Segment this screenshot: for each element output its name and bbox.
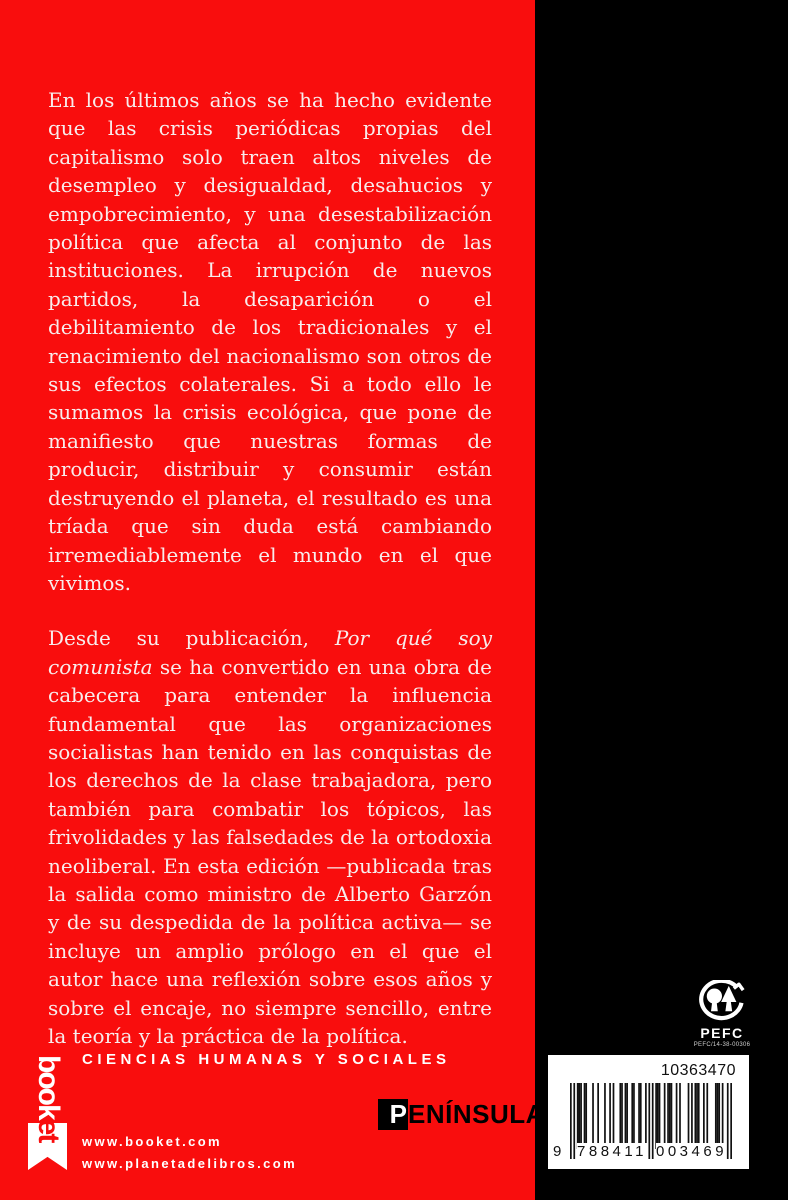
pefc-certificate-code: PEFC/14-38-00306 [693, 1042, 751, 1048]
url-planetadelibros: www.planetadelibros.com [82, 1156, 298, 1171]
ean-group-2: 003469 [656, 1143, 728, 1160]
pefc-label: PEFC [700, 1025, 744, 1041]
blurb-paragraph-2 [48, 624, 492, 1050]
barcode-product-code: 10363470 [660, 1062, 736, 1079]
blurb-paragraph-2-lead: Desde su publicación, [48, 626, 335, 651]
pefc-logo [690, 980, 754, 1048]
pefc-trees-icon [696, 980, 748, 1024]
blurb [48, 86, 492, 1050]
booket-logo [0, 1050, 84, 1180]
peninsula-publisher-logo [378, 1099, 545, 1130]
book-title-italic: Por qué soy comunista [48, 626, 492, 679]
footer-urls [82, 1131, 297, 1175]
booket-wordmark-white: book [32, 1055, 65, 1119]
peninsula-p-mark: P [378, 1099, 408, 1130]
ean-group-1: 788411 [577, 1143, 647, 1160]
barcode-panel [548, 1055, 749, 1169]
collection-label: CIENCIAS HUMANAS Y SOCIALES [82, 1051, 451, 1068]
booket-wordmark [33, 1055, 63, 1141]
peninsula-wordmark: ENÍNSULA [408, 1099, 545, 1129]
ean-prefix-digit: 9 [553, 1143, 562, 1160]
blurb-paragraph-1: En los últimos años se ha hecho evidente que las crisis periódicas propias del capitalismo solo traen altos niveles de desempleo y desigualdad, desahucios y empobrecimiento, y una desestabilización política que afecta al conjunto de las instituciones. La irrupción de nuevos partidos, la desaparición o el debilitamiento de los tradicionales y el renacimiento del nacionalismo son otros de sus efectos colaterales. Si a todo ello le sumamos la crisis ecológica, que pone de manifiesto que nuestras formas de producir, distribuir y consumir están destruyendo el planeta, el resultado es una tríada que sin duda está cambiando irremediablemente el mundo en el que vivimos. [48, 88, 492, 595]
url-booket: www.booket.com [82, 1134, 223, 1149]
blurb-paragraph-2-rest: se ha convertido en una obra de cabecera para entender la influencia fundamental que las organizaciones socialistas han tenido en las conquistas de los derechos de la clase trabajadora, pero también para combatir los tópicos, las frivolidades y las falsedades de la ortodoxia neoliberal. En esta edición —publicada tras la salida como ministro de Alberto Garzón y de su despedida de la política activa— se incluye un amplio prólogo en el que el autor hace una reflexión sobre esos años y sobre el encaje, no siempre sencillo, entre la teoría y la práctica de la política. [48, 654, 492, 1048]
booket-wordmark-red: et [32, 1118, 65, 1142]
